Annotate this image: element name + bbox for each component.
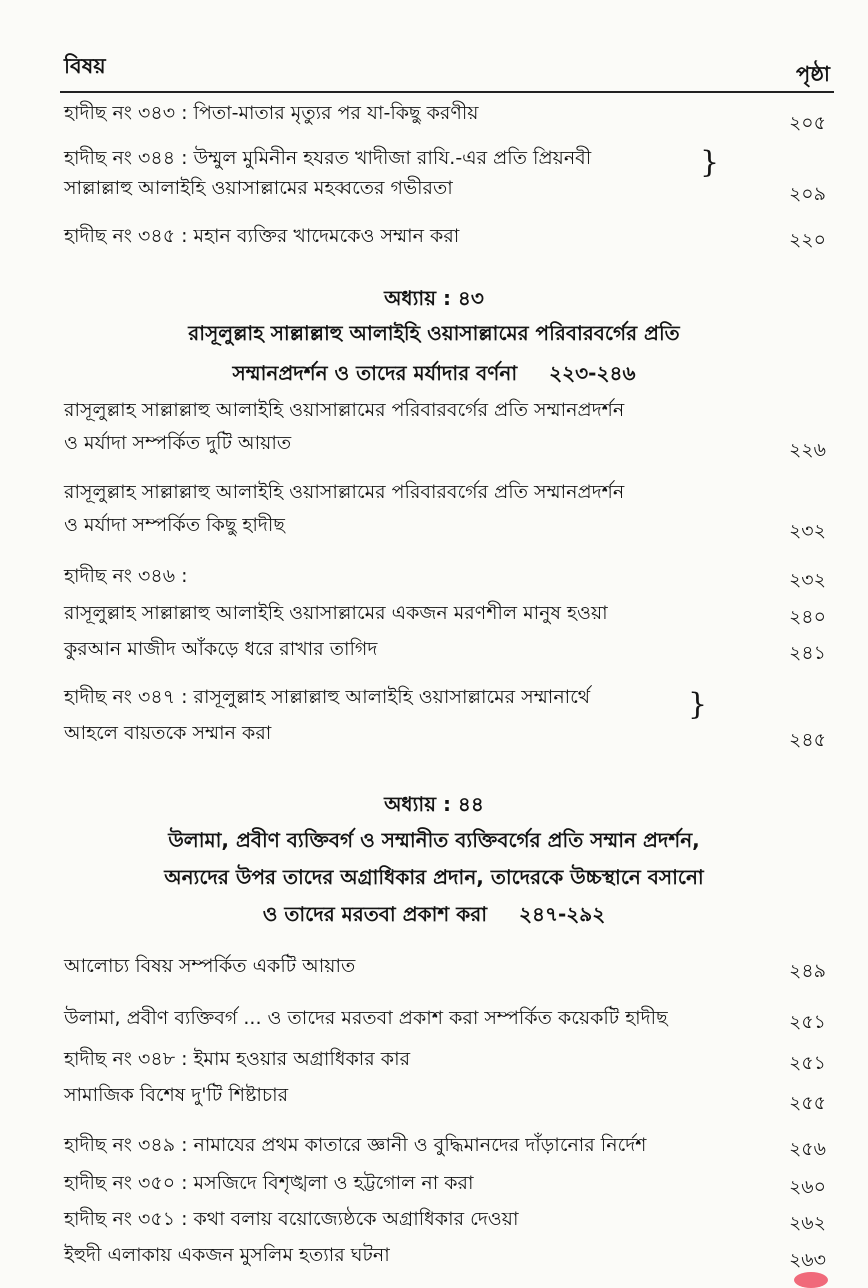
toc-entry-text: হাদীছ নং ৩৪৪ : উম্মুল মুমিনীন হযরত খাদীজা রাযি.-এর প্রতি প্রিয়নবী [64,147,592,169]
chapter-page-range: ২২৩-২৪৬ [549,361,636,385]
toc-entry-text: উলামা, প্রবীণ ব্যক্তিবর্গ ... ও তাদের মরতবা প্রকাশ করা সম্পর্কিত কয়েকটি হাদীছ [64,1007,668,1029]
toc-entry-text: ও মর্যাদা সম্পর্কিত কিছু হাদীছ [64,514,285,536]
toc-header [64,50,834,86]
chapter-title [0,358,868,388]
header-divider [60,91,834,93]
toc-entry-text: রাসূলুল্লাহ সাল্লাল্লাহু আলাইহি ওয়াসাল্লামের পরিবারবর্গের প্রতি সম্মানপ্রদর্শন [64,399,625,421]
toc-entry-text: হাদীছ নং ৩৪৬ : [64,565,188,587]
toc-entry-page: ২৩২ [788,520,826,542]
chapter-page-range: ২৪৭-২৯২ [519,902,606,926]
toc-entry-page: ২২০ [788,229,826,251]
toc-entry-page: ২৫১ [788,1052,826,1074]
toc-entry-text: ও মর্যাদা সম্পর্কিত দুটি আয়াত [64,432,292,454]
chapter-title-line: সম্মানপ্রদর্শন ও তাদের মর্যাদার বর্ণনা [232,361,518,385]
toc-entry-page: ২২৬ [788,439,826,461]
toc-entry-page: ২৬০ [788,1176,826,1198]
toc-entry-text: হাদীছ নং ৩৪৭ : রাসূলুল্লাহ সাল্লাল্লাহু আলাইহি ওয়াসাল্লামের সম্মানার্থে [64,686,591,708]
toc-entry-page: ২৬২ [788,1212,826,1234]
toc-entry-page: ২৫৬ [788,1138,826,1160]
page-corner-mark [794,1272,828,1288]
toc-entry-text: সামাজিক বিশেষ দু'টি শিষ্টাচার [64,1084,289,1106]
toc-entry-text: রাসূলুল্লাহ সাল্লাল্লাহু আলাইহি ওয়াসাল্লামের একজন মরণশীল মানুষ হওয়া [64,602,608,624]
toc-entry-text: হাদীছ নং ৩৪৩ : পিতা-মাতার মৃত্যুর পর যা-কিছু করণীয় [64,102,479,124]
chapter-title: উলামা, প্রবীণ ব্যক্তিবর্গ ও সম্মানীত ব্যক্তিবর্গের প্রতি সম্মান প্রদর্শন, [168,828,700,852]
toc-entry-page: ২৪৫ [788,729,826,751]
toc-entry-text: হাদীছ নং ৩৫০ : মসজিদে বিশৃঙ্খলা ও হট্টগোল না করা [64,1172,474,1194]
page-column-heading: পৃষ্ঠা [795,62,830,86]
toc-entry-text: আহলে বায়তকে সম্মান করা [64,722,272,744]
toc-entry-page: ২৩২ [788,569,826,591]
subject-column-heading: বিষয় [64,54,106,78]
brace-icon: } [688,687,708,722]
toc-entry-text: ইহুদী এলাকায় একজন মুসলিম হত্যার ঘটনা [64,1244,390,1266]
toc-entry-text: হাদীছ নং ৩৪৯ : নামাযের প্রথম কাতারে জ্ঞানী ও বুদ্ধিমানদের দাঁড়ানোর নির্দেশ [64,1134,647,1156]
toc-entry-page: ২৪০ [788,606,826,628]
toc-entry-text: কুরআন মাজীদ আঁকড়ে ধরে রাখার তাগিদ [64,638,378,660]
brace-icon: } [700,145,720,180]
toc-entry-page: ২৫১ [788,1011,826,1033]
toc-entry-text: আলোচ্য বিষয় সম্পর্কিত একটি আয়াত [64,955,356,977]
toc-entry-text: রাসূলুল্লাহ সাল্লাল্লাহু আলাইহি ওয়াসাল্লামের পরিবারবর্গের প্রতি সম্মানপ্রদর্শন [64,481,625,503]
chapter-label: অধ্যায় : ৪৪ [384,792,484,816]
chapter-title [0,899,868,929]
toc-entry-text: হাদীছ নং ৩৪৮ : ইমাম হওয়ার অগ্রাধিকার কার [64,1048,411,1070]
toc-entry-text: হাদীছ নং ৩৪৫ : মহান ব্যক্তির খাদেমকেও সম্মান করা [64,225,460,247]
toc-entry-page: ২৪৯ [788,960,826,982]
toc-entry-page: ২৫৫ [788,1092,826,1114]
chapter-title: অন্যদের উপর তাদের অগ্রাধিকার প্রদান, তাদেরকে উচ্চস্থানে বসানো [164,865,704,889]
toc-entry-text: সাল্লাল্লাহু আলাইহি ওয়াসাল্লামের মহব্বতের গভীরতা [64,177,453,199]
toc-entry-page: ২৬৩ [788,1249,826,1271]
toc-entry-page: ২০৫ [788,112,826,134]
toc-entry-text: হাদীছ নং ৩৫১ : কথা বলায় বয়োজ্যেষ্ঠকে অগ্রাধিকার দেওয়া [64,1208,519,1230]
chapter-title: রাসূলুল্লাহ সাল্লাল্লাহু আলাইহি ওয়াসাল্লামের পরিবারবর্গের প্রতি [188,321,680,345]
toc-entry-page: ২৪১ [788,642,826,664]
chapter-label: অধ্যায় : ৪৩ [384,286,484,310]
chapter-title-line: ও তাদের মরতবা প্রকাশ করা [262,902,488,926]
toc-entry-page: ২০৯ [788,183,826,205]
